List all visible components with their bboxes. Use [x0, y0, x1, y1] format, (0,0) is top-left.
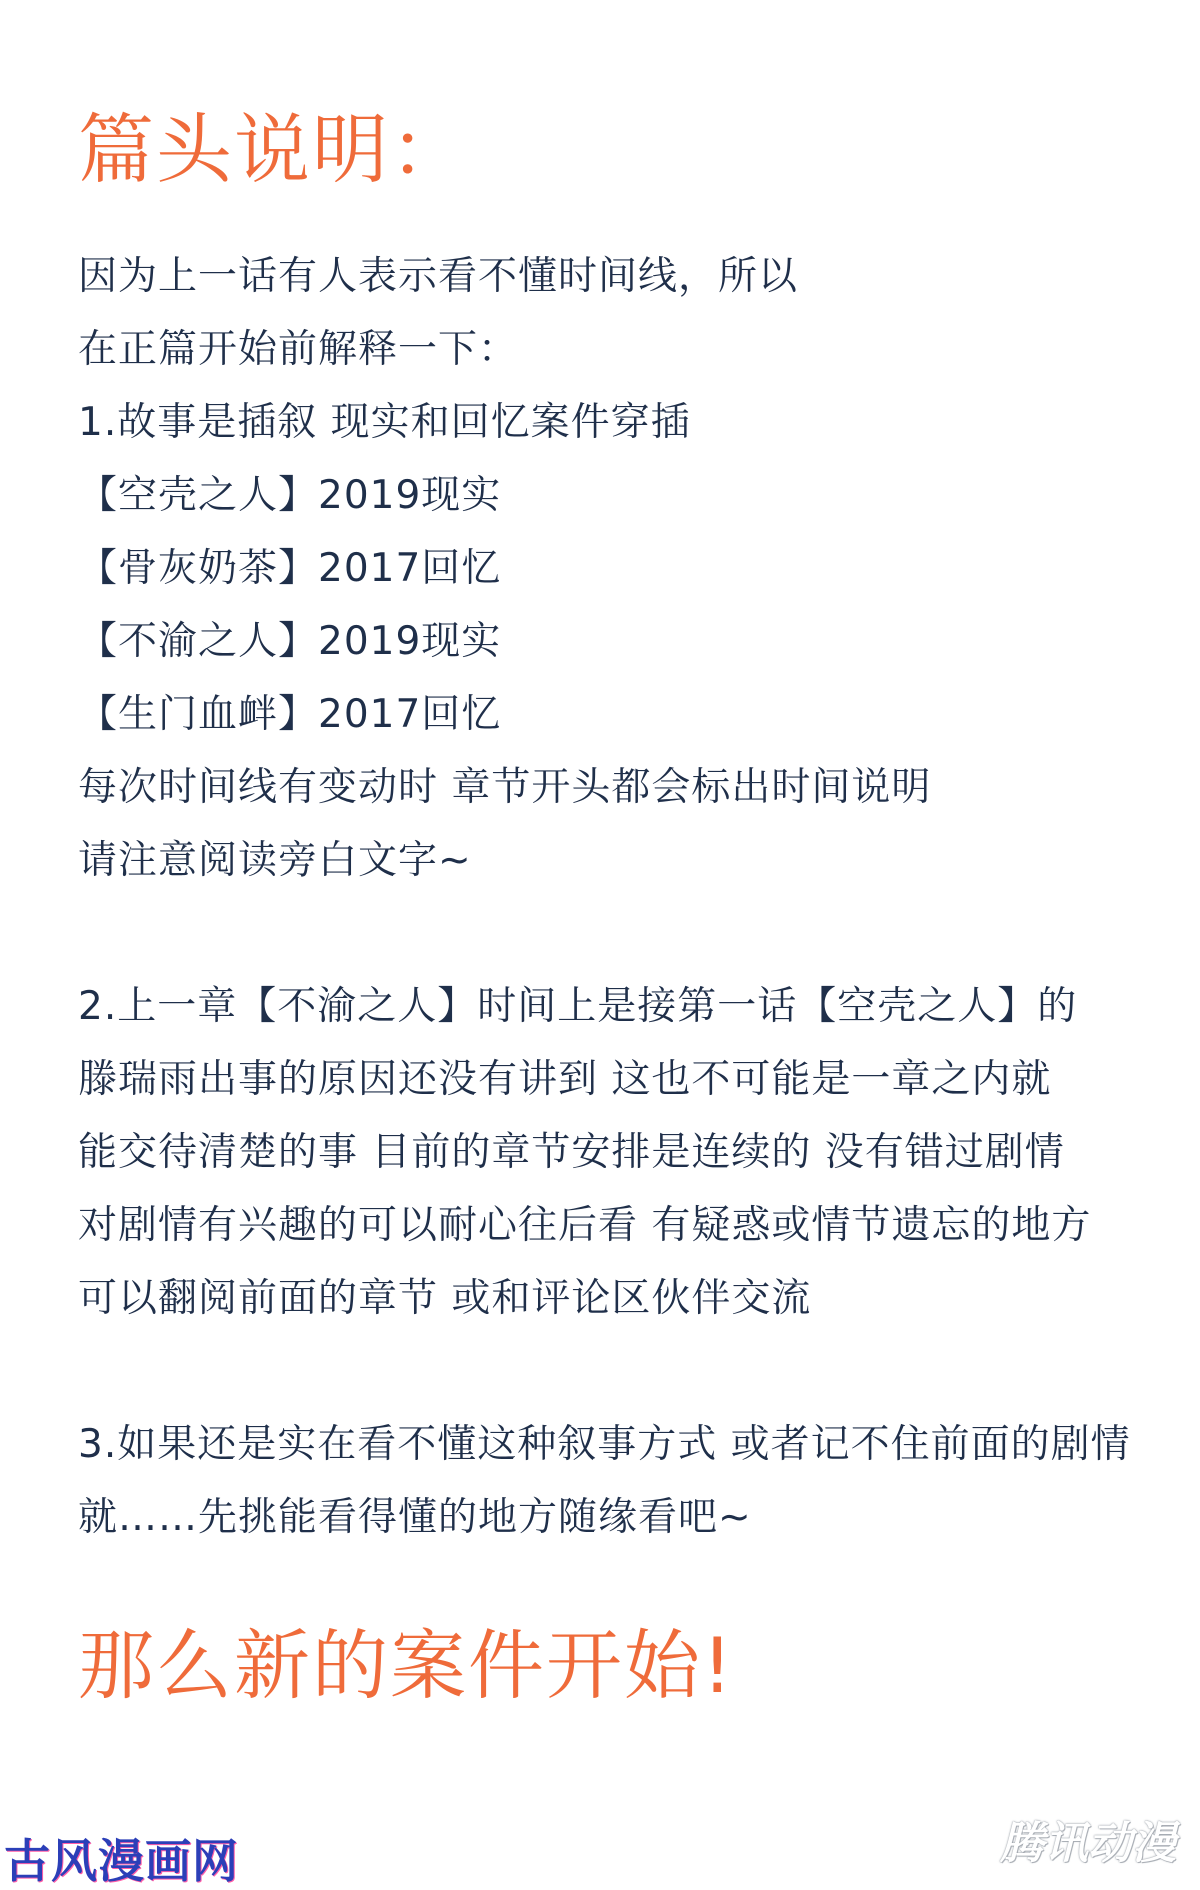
closing-heading: 那么新的案件开始! [78, 1621, 735, 1710]
text-line: 1.故事是插叙 现实和回忆案件穿插 [78, 400, 691, 445]
paragraph-spacer [78, 897, 1188, 970]
chapter-timeline-item: 【骨灰奶茶】2017回忆 [78, 546, 502, 591]
chapter-timeline-item: 【不渝之人】2019现实 [78, 619, 502, 664]
text-line: 能交待清楚的事 目前的章节安排是连续的 没有错过剧情 [78, 1130, 1065, 1175]
text-line: 对剧情有兴趣的可以耐心往后看 有疑惑或情节遗忘的地方 [78, 1203, 1092, 1248]
text-line: 可以翻阅前面的章节 或和评论区伙伴交流 [78, 1276, 812, 1321]
text-line: 每次时间线有变动时 章节开头都会标出时间说明 [78, 765, 932, 810]
text-line: 3.如果还是实在看不懂这种叙事方式 或者记不住前面的剧情 [78, 1422, 1131, 1467]
text-line: 因为上一话有人表示看不懂时间线，所以 [78, 254, 799, 299]
site-watermark-left: 古风漫画网 [4, 1834, 239, 1888]
text-line: 滕瑞雨出事的原因还没有讲到 这也不可能是一章之内就 [78, 1057, 1052, 1102]
page-title: 篇头说明： [78, 105, 468, 194]
text-line: 2.上一章【不渝之人】时间上是接第一话【空壳之人】的 [78, 984, 1078, 1029]
announcement-body [78, 240, 1188, 1554]
chapter-timeline-item: 【生门血衅】2017回忆 [78, 692, 502, 737]
text-line: 请注意阅读旁白文字~ [78, 838, 472, 883]
paragraph-previous-chapter [78, 970, 1188, 1335]
paragraph-reading-tip [78, 1408, 1188, 1554]
chapter-timeline-item: 【空壳之人】2019现实 [78, 473, 502, 518]
text-line: 在正篇开始前解释一下： [78, 327, 519, 372]
site-watermark-right: 腾讯动漫 [1000, 1818, 1176, 1869]
text-line: 就……先挑能看得懂的地方随缘看吧~ [78, 1495, 752, 1540]
paragraph-spacer [78, 1335, 1188, 1408]
paragraph-timeline [78, 240, 1188, 897]
